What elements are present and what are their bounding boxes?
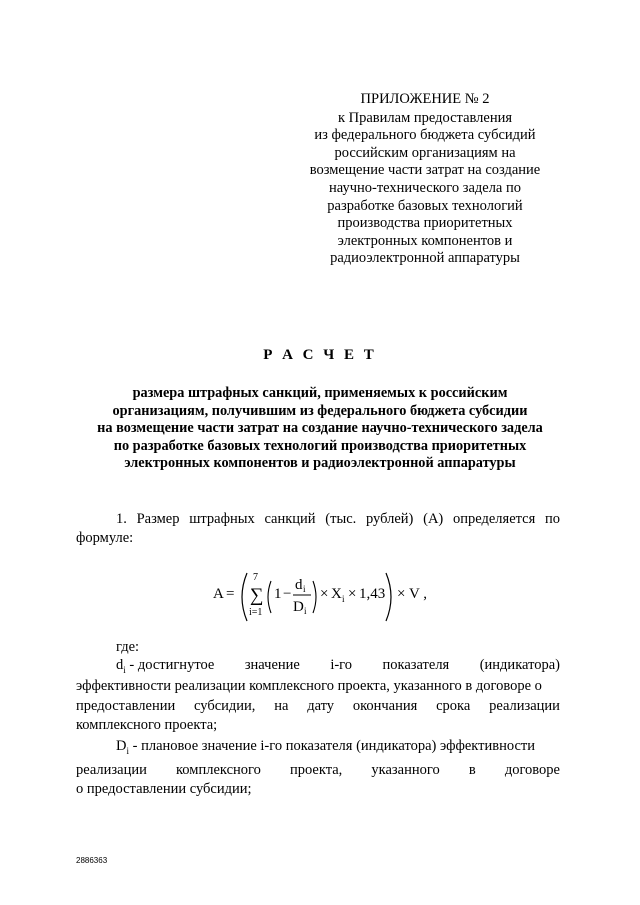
word: 1. xyxy=(116,511,127,527)
definition-D-symbol: D xyxy=(116,738,127,754)
formula-x-sub: i xyxy=(342,594,345,604)
definition-D-line-3: о предоставлении субсидии; xyxy=(76,780,252,797)
word: субсидии, xyxy=(194,697,256,714)
word: значение xyxy=(244,657,300,673)
formula-svg xyxy=(213,567,443,627)
definition-d-symbol: d xyxy=(116,657,124,673)
paragraph-1-line-1 xyxy=(76,511,560,528)
left-paren xyxy=(242,573,247,621)
definition-D-text: - плановое значение i-го показателя (индикатора) эффективности xyxy=(132,738,535,754)
formula-x: X xyxy=(331,586,342,602)
word: i-го xyxy=(330,657,353,673)
formula-lhs: A xyxy=(213,586,224,602)
definition-d-line-2: эффективности реализации комплексного проекта, указанного в договоре о xyxy=(76,677,542,694)
word: реализации xyxy=(489,697,560,714)
definition-d-line-4: комплексного проекта; xyxy=(76,716,218,733)
definition-d-term xyxy=(116,657,214,675)
fraction-denominator-sub: i xyxy=(304,606,307,616)
word: Размер xyxy=(136,511,180,527)
word: срока xyxy=(436,697,471,714)
right-paren xyxy=(386,573,391,621)
document-code: 2886363 xyxy=(76,856,108,865)
word: окончания xyxy=(352,697,418,714)
sum-sigma: ∑ xyxy=(250,585,264,606)
appendix-heading: ПРИЛОЖЕНИЕ № 2 xyxy=(360,91,490,107)
document-title: Р А С Ч Е Т xyxy=(263,347,377,363)
word: по xyxy=(544,511,560,527)
document-subtitle xyxy=(60,385,580,473)
formula-times-1: × xyxy=(320,586,329,602)
appendix-line: производства приоритетных xyxy=(337,215,513,232)
definition-D-sub: i xyxy=(126,745,129,756)
word: указанного xyxy=(371,761,440,778)
definition-d-sub: i xyxy=(123,664,126,675)
sum-upper: 7 xyxy=(253,572,258,583)
word: предоставлении xyxy=(76,697,176,714)
word: на xyxy=(274,697,289,714)
subtitle-line: размера штрафных санкций, применяемых к российским xyxy=(132,385,508,401)
definition-D-line-1 xyxy=(76,738,560,756)
subtitle-line: по разработке базовых технологий производства приоритетных xyxy=(113,437,527,454)
subtitle-line: организациям, получившим из федерального бюджета субсидии xyxy=(112,402,528,419)
sum-lower: i=1 xyxy=(249,607,263,618)
appendix-line: возмещение части затрат на создание xyxy=(309,162,541,179)
word: санкций xyxy=(264,511,316,527)
inner-left-paren xyxy=(268,581,271,613)
subtitle-line: на возмещение части затрат на создание научно-технического задела xyxy=(97,420,543,437)
formula-coefficient: 1,43 xyxy=(359,586,386,602)
word: договоре xyxy=(504,761,560,778)
where-label: где: xyxy=(116,639,140,655)
word: штрафных xyxy=(189,511,255,527)
formula xyxy=(213,567,443,627)
word: (индикатора) xyxy=(479,657,560,673)
definition-D-line-2 xyxy=(76,762,560,779)
formula-one: 1 xyxy=(274,586,282,602)
appendix-line: из федерального бюджета субсидий xyxy=(314,127,536,144)
paragraph-1 xyxy=(76,511,560,547)
formula-equals: = xyxy=(226,586,235,602)
definition-d-line-1 xyxy=(76,657,560,675)
appendix-line: российским организациям на xyxy=(334,144,516,161)
word: комплексного xyxy=(176,761,261,778)
word: показателя xyxy=(382,657,450,673)
word: определяется xyxy=(452,511,536,527)
paragraph-1-line-2: формуле: xyxy=(76,530,134,546)
word: - достигнутое xyxy=(129,657,215,673)
formula-minus: − xyxy=(283,586,292,602)
word: дату xyxy=(307,697,335,714)
word: реализации xyxy=(76,761,147,778)
fraction-denominator: D xyxy=(293,599,304,615)
word: проекта, xyxy=(289,761,343,778)
word: рублей) xyxy=(365,511,414,527)
inner-right-paren xyxy=(313,581,316,613)
fraction-numerator-sub: i xyxy=(303,584,306,594)
appendix-line: электронных компонентов и xyxy=(337,232,513,249)
appendix-line: разработке базовых технологий xyxy=(327,197,523,214)
word: в xyxy=(468,761,476,778)
subtitle-line: электронных компонентов и радиоэлектронной аппаратуры xyxy=(124,455,516,472)
definition-d xyxy=(76,657,560,734)
word: (А) xyxy=(423,511,444,527)
fraction-numerator: d xyxy=(295,577,303,593)
appendix-header xyxy=(300,91,550,268)
appendix-line: научно-технического задела по xyxy=(328,179,522,196)
appendix-line: к Правилам предоставления xyxy=(337,109,513,126)
formula-times-2: × xyxy=(348,586,357,602)
appendix-line: радиоэлектронной аппаратуры xyxy=(330,250,520,267)
definition-d-line-3 xyxy=(76,698,560,715)
word: (тыс. xyxy=(325,511,357,527)
definition-D xyxy=(76,738,560,798)
formula-times-v: × V , xyxy=(397,586,427,602)
